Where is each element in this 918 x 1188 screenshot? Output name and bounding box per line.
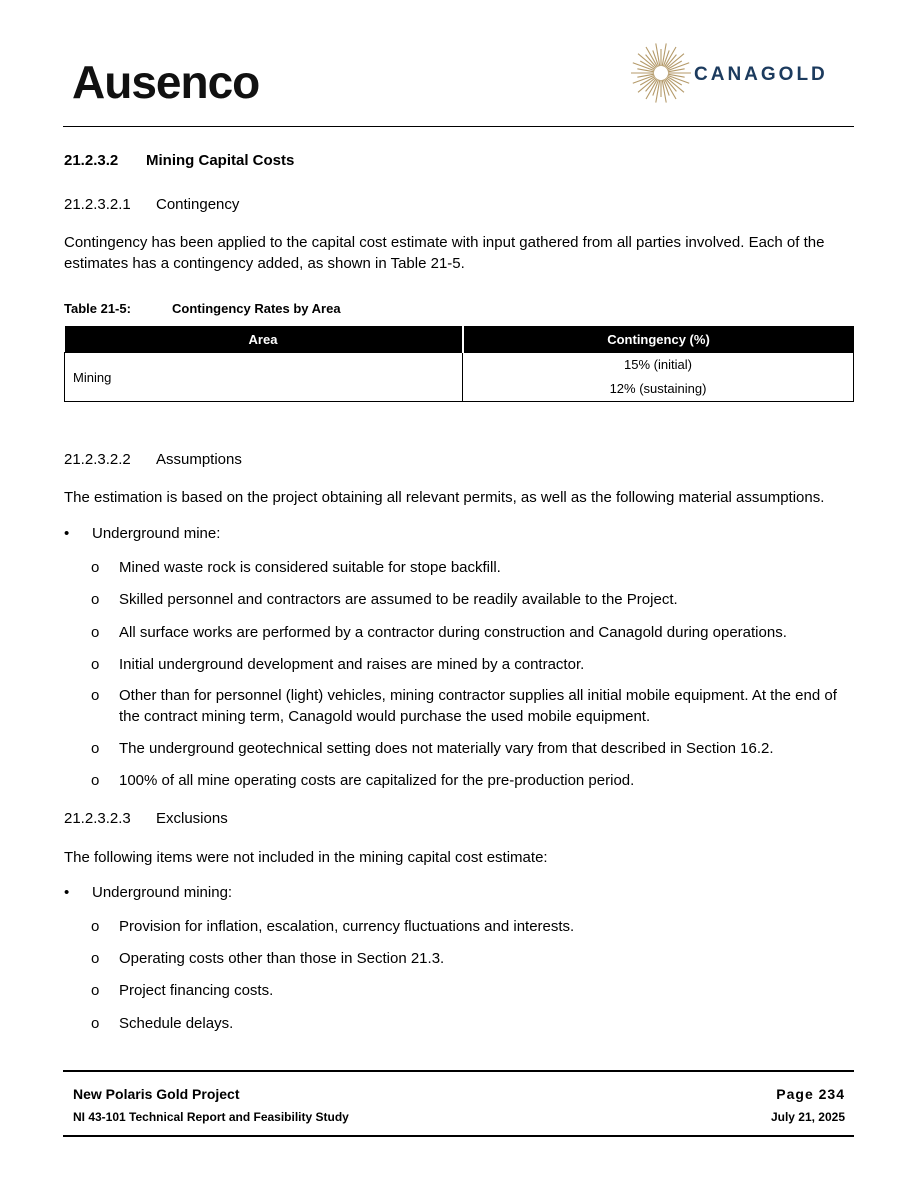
assumption-item: Skilled personnel and contractors are assumed to be readily available to the Project. [119,591,678,608]
assumption-item: Initial underground development and raises are mined by a contractor. [119,656,585,673]
table-header-area: Area [65,326,463,353]
footer-divider-top [63,1070,854,1072]
list-item [91,589,855,610]
footer-date: July 21, 2025 [770,1110,845,1124]
contingency-table [64,326,854,402]
exclusion-item: Schedule delays. [119,1015,234,1032]
table-row [65,353,854,402]
table-caption-number: Table 21-5: [64,301,131,316]
list-item [91,770,855,791]
bullet-icon: • [64,884,70,901]
sub-bullet-icon: o [91,772,100,789]
list-item [91,948,855,969]
contingency-sustaining: 12% (sustaining) [609,381,707,396]
canagold-sun-icon [630,42,692,104]
sub-bullet-icon: o [91,740,100,757]
sub-bullet-icon: o [91,624,100,641]
assumption-item: Other than for personnel (light) vehicles, mining contractor supplies all initial mobile equipment. At the end of the contract mining term, Canagold would purchase the used mobile equipment. [119,687,837,725]
ausenco-logo [72,55,259,109]
table-caption [64,301,341,316]
exclusion-item: Provision for inflation, escalation, currency fluctuations and interests. [119,918,575,935]
sub-bullet-icon: o [91,656,100,673]
list-item [91,622,855,643]
table-cell-contingency [463,353,854,402]
list-item [91,1013,855,1034]
footer-page-number: Page 234 [776,1086,845,1102]
exclusions-title: Exclusions [156,810,228,827]
footer-project-title: New Polaris Gold Project [73,1086,240,1102]
contingency-initial: 15% (initial) [624,357,692,372]
sub-bullet-icon: o [91,1015,100,1032]
section-heading [64,152,294,169]
list-item [91,916,855,937]
sub-bullet-icon: o [91,950,100,967]
assumptions-heading [64,451,242,468]
sub-bullet-icon: o [91,591,100,608]
table-header-contingency: Contingency (%) [463,326,854,353]
assumptions-paragraph: The estimation is based on the project obtaining all relevant permits, as well as the following material assumptions. [64,489,825,506]
exclusion-item: Project financing costs. [119,982,274,999]
sub-bullet-icon: o [91,559,100,576]
assumptions-number: 21.2.3.2.2 [64,451,131,468]
sub-bullet-icon: o [91,918,100,935]
header-divider [63,126,854,127]
exclusions-number: 21.2.3.2.3 [64,810,131,827]
section-number: 21.2.3.2 [64,152,119,169]
section-title: Mining Capital Costs [146,152,295,169]
list-item [91,557,855,578]
list-item [91,654,855,675]
assumption-item: The underground geotechnical setting does not materially vary from that described in Section 16.2. [119,740,774,757]
ausenco-logo-text: Ausenco [72,56,260,108]
assumption-item: All surface works are performed by a contractor during construction and Canagold during operations. [119,624,787,641]
list-item [91,738,855,759]
assumption-item: 100% of all mine operating costs are capitalized for the pre-production period. [119,772,635,789]
contingency-number: 21.2.3.2.1 [64,196,131,213]
list-item [91,685,855,727]
exclusions-paragraph: The following items were not included in the mining capital cost estimate: [64,849,548,866]
sub-bullet-icon: o [91,982,100,999]
exclusions-bullet: Underground mining: [92,884,233,901]
list-item [64,884,232,901]
table-caption-title: Contingency Rates by Area [172,301,341,316]
assumption-item: Mined waste rock is considered suitable for stope backfill. [119,559,501,576]
footer-divider-bottom [63,1135,854,1137]
contingency-paragraph: Contingency has been applied to the capital cost estimate with input gathered from all parties involved. Each of the estimates has a contingency added, as shown in Table 21-5. [64,234,825,272]
list-item [64,525,220,542]
exclusions-heading [64,810,228,827]
bullet-icon: • [64,525,70,542]
list-item [91,980,855,1001]
assumptions-title: Assumptions [156,451,242,468]
sub-bullet-icon: o [91,687,100,704]
table-cell-area: Mining [65,353,463,402]
exclusion-item: Operating costs other than those in Section 21.3. [119,950,445,967]
assumptions-bullet: Underground mine: [92,525,221,542]
contingency-title: Contingency [156,196,240,213]
canagold-logo-text: CANAGOLD [694,64,828,85]
contingency-heading [64,196,239,213]
footer-report-title: NI 43-101 Technical Report and Feasibility Study [73,1110,349,1124]
